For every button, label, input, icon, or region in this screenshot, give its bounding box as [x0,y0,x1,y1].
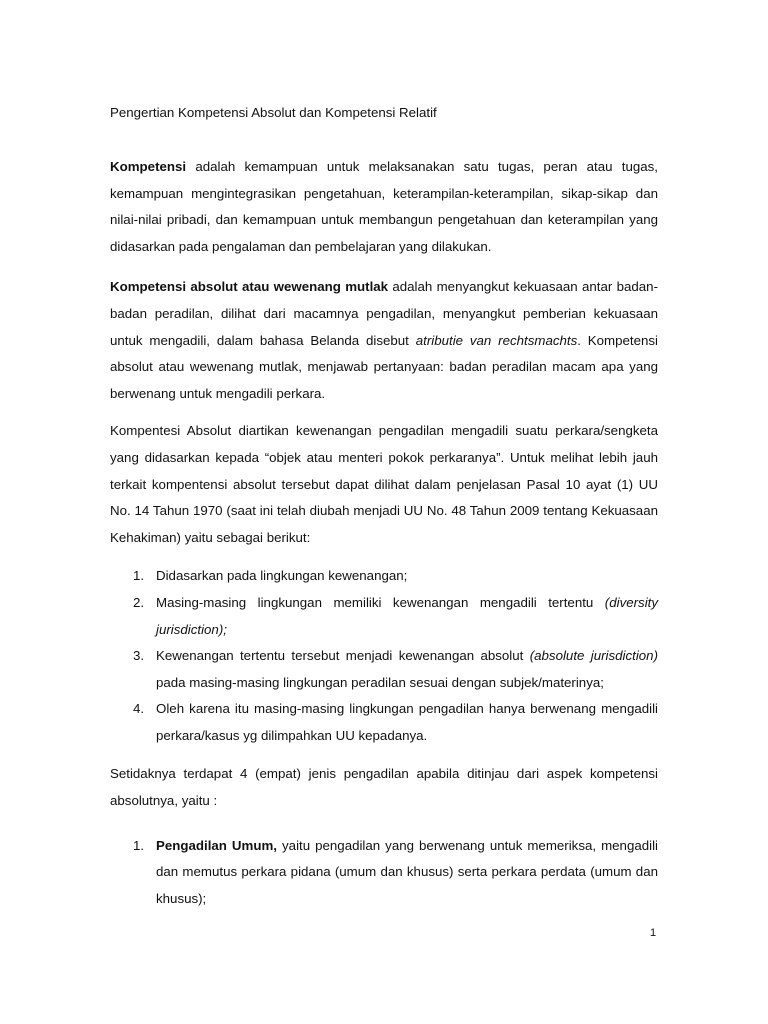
list-number: 3. [133,648,145,664]
list-text: Oleh karena itu masing-masing lingkungan pengadilan hanya berwenang mengadili perkara/kasus yg dilimpahkan UU kepadanya. [156,701,658,743]
list-bold-term: Pengadilan Umum, [156,837,278,853]
term-kompetensi-absolut: Kompetensi absolut atau wewenang mutlak [110,279,389,295]
list-text: Didasarkan pada lingkungan kewenangan; [156,568,408,584]
list-italic-text: (absolute jurisdiction) [529,648,658,664]
list-text: yaitu pengadilan yang berwenang untuk memeriksa, mengadili dan memutus perkara pidana (umum dan khusus) serta perkara perdata (umum dan khusus); [156,837,658,906]
court-types-list [110,833,658,913]
paragraph-jenis-pengadilan: Setidaknya terdapat 4 (empat) jenis pengadilan apabila ditinjau dari aspek kompetensi absolutnya, yaitu : [110,766,658,809]
paragraph-text: . Kompetensi absolut atau wewenang mutlak, menjawab pertanyaan: badan peradilan macam apa yang berwenang untuk mengadili perkara. [110,332,659,401]
document-content [110,103,658,912]
list-italic-text: (diversity jurisdiction); [156,594,658,637]
paragraph-text: adalah kemampuan untuk melaksanakan satu tugas, peran atau tugas, kemampuan mengintegrasikan pengetahuan, keterampilan-keterampilan, sikap-sikap dan nilai-nilai pribadi, dan kemampuan untuk membangun pengetahuan dan keterampilan yang didasarkan pada pengalaman dan pembelajaran yang dilakukan. [110,159,658,254]
paragraph-kompetensi [110,154,658,260]
document-title: Pengertian Kompetensi Absolut dan Kompetensi Relatif [110,105,437,120]
list-item [110,643,658,696]
term-kompetensi: Kompetensi [110,159,187,174]
criteria-list [110,563,658,749]
list-text: Kewenangan tertentu tersebut menjadi kewenangan absolut [156,648,530,664]
paragraph-kompetensi-absolut [110,274,658,407]
italic-term: atributie van rechtsmachts [415,332,578,348]
page-number: 1 [650,927,657,939]
list-text: pada masing-masing lingkungan peradilan sesuai dengan subjek/materinya; [156,674,604,690]
list-item [110,590,658,643]
list-text: Masing-masing lingkungan memiliki kewenangan mengadili tertentu [156,594,605,610]
list-number: 2. [133,594,145,610]
list-item [110,563,658,590]
list-number: 1. [133,837,145,853]
list-number: 1. [133,568,145,584]
list-item [110,833,658,913]
paragraph-text: adalah menyangkut kekuasaan antar badan-badan peradilan, dilihat dari macamnya pengadilan, menyangkut pemberian kekuasaan untuk mengadili, dalam bahasa Belanda disebut [110,279,659,348]
paragraph-kompentesi-absolut-definition: Kompentesi Absolut diartikan kewenangan pengadilan mengadili suatu perkara/sengketa yang didasarkan kepada “objek atau menteri pokok perkaranya”. Untuk melihat lebih jauh terkait kompentensi absolut tersebut dapat dilihat dalam penjelasan Pasal 10 ayat (1) UU No. 14 Tahun 1970 (saat ini telah diubah menjadi UU No. 48 Tahun 2009 tentang Kekuasaan Kehakiman) yaitu sebagai berikut: [110,423,658,545]
list-number: 4. [133,701,145,717]
list-item [110,696,658,749]
